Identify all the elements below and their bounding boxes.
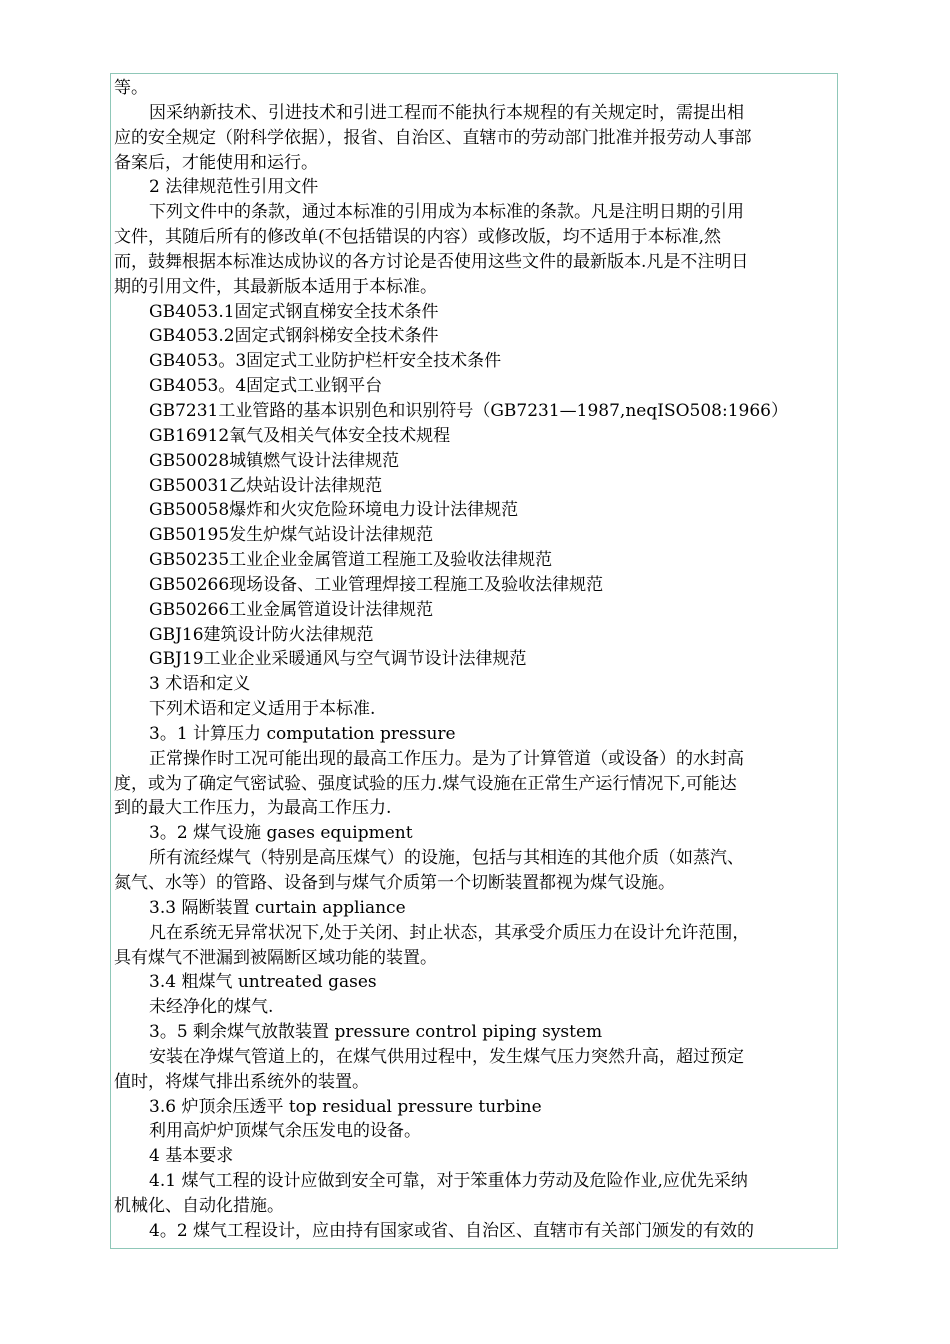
text-line: 3 术语和定义 [149,674,251,695]
text-line: 2 法律规范性引用文件 [149,177,319,198]
text-line: 3.4 粗煤气 untreated gases [149,972,377,993]
text-line: GB50195发生炉煤气站设计法律规范 [149,525,434,546]
text-line: 4 基本要求 [149,1146,234,1167]
text-line: GB50031乙炔站设计法律规范 [149,475,383,496]
text-line: 正常操作时工况可能出现的最高工作压力。是为了计算管道（或设备）的水封高 [149,748,744,769]
text-line: 4。2 煤气工程设计，应由持有国家或省、自治区、直辖市有关部门颁发的有效的 [149,1220,755,1241]
text-line: 到的最大工作压力，为最高工作压力. [114,798,392,819]
text-line: 备案后，才能使用和运行。 [114,152,318,173]
text-line: GB7231工业管路的基本识别色和识别符号（GB7231—1987,neqISO508:1966） [149,400,788,421]
text-line: 3。5 剩余煤气放散装置 pressure control piping system [149,1022,603,1043]
text-line: 度，或为了确定气密试验、强度试验的压力.煤气设施在正常生产运行情况下,可能达 [114,773,737,794]
text-line: 未经净化的煤气. [149,997,274,1018]
text-line: 安装在净煤气管道上的，在煤气供用过程中，发生煤气压力突然升高，超过预定 [149,1046,744,1067]
text-line: 3.6 炉顶余压透平 top residual pressure turbine [149,1096,542,1117]
text-line: 等。 [114,78,148,98]
text-line: 下列文件中的条款，通过本标准的引用成为本标准的条款。凡是注明日期的引用 [149,202,744,223]
text-line: 而，鼓舞根据本标准达成协议的各方讨论是否使用这些文件的最新版本.凡是不注明日 [114,251,749,272]
text-line: 4.1 煤气工程的设计应做到安全可靠，对于笨重体力劳动及危险作业,应优先采纳 [149,1171,748,1192]
text-line: GBJ16建筑设计防火法律规范 [149,624,374,645]
text-line: GB4053.1固定式钢直梯安全技术条件 [149,301,439,322]
text-line: 3。2 煤气设施 gases equipment [149,823,413,844]
text-line: 下列术语和定义适用于本标准. [149,699,376,720]
text-line: GB50235工业企业金属管道工程施工及验收法律规范 [149,550,553,571]
text-line: GB4053。3固定式工业防护栏杆安全技术条件 [149,351,502,372]
text-line: 因采纳新技术、引进技术和引进工程而不能执行本规程的有关规定时，需提出相 [149,102,744,123]
text-line: 期的引用文件，其最新版本适用于本标准。 [114,276,437,297]
text-line: GB50266现场设备、工业管理焊接工程施工及验收法律规范 [149,574,604,595]
text-line: 所有流经煤气（特别是高压煤气）的设施，包括与其相连的其他介质（如蒸汽、 [149,848,744,869]
text-line: 氮气、水等）的管路、设备到与煤气介质第一个切断装置都视为煤气设施。 [114,873,675,893]
text-line: GB4053。4固定式工业钢平台 [149,376,383,397]
text-line: GB50058爆炸和火灾危险环境电力设计法律规范 [149,500,519,521]
text-line: 3.3 隔断装置 curtain appliance [149,897,406,918]
text-line: GB50266工业金属管道设计法律规范 [149,599,434,620]
text-line: 利用高炉炉顶煤气余压发电的设备。 [149,1121,421,1142]
text-line: 具有煤气不泄漏到被隔断区域功能的装置。 [114,947,437,968]
text-line: GB50028城镇燃气设计法律规范 [149,450,400,471]
text-line: GB4053.2固定式钢斜梯安全技术条件 [149,326,439,347]
text-line: 机械化、自动化措施。 [114,1195,284,1216]
text-line: 值时，将煤气排出系统外的装置。 [114,1071,369,1092]
text-line: GB16912氧气及相关气体安全技术规程 [149,425,451,446]
text-line: GBJ19工业企业采暖通风与空气调节设计法律规范 [149,649,527,670]
text-line: 文件，其随后所有的修改单(不包括错误的内容）或修改版，均不适用于本标准,然 [114,227,722,248]
document-body [112,76,836,1244]
text-line: 应的安全规定（附科学依据），报省、自治区、直辖市的劳动部门批准并报劳动人事部 [114,127,752,148]
text-line: 凡在系统无异常状况下,处于关闭、封止状态，其承受介质压力在设计允许范围， [149,922,750,943]
text-line: 3。1 计算压力 computation pressure [149,723,456,744]
